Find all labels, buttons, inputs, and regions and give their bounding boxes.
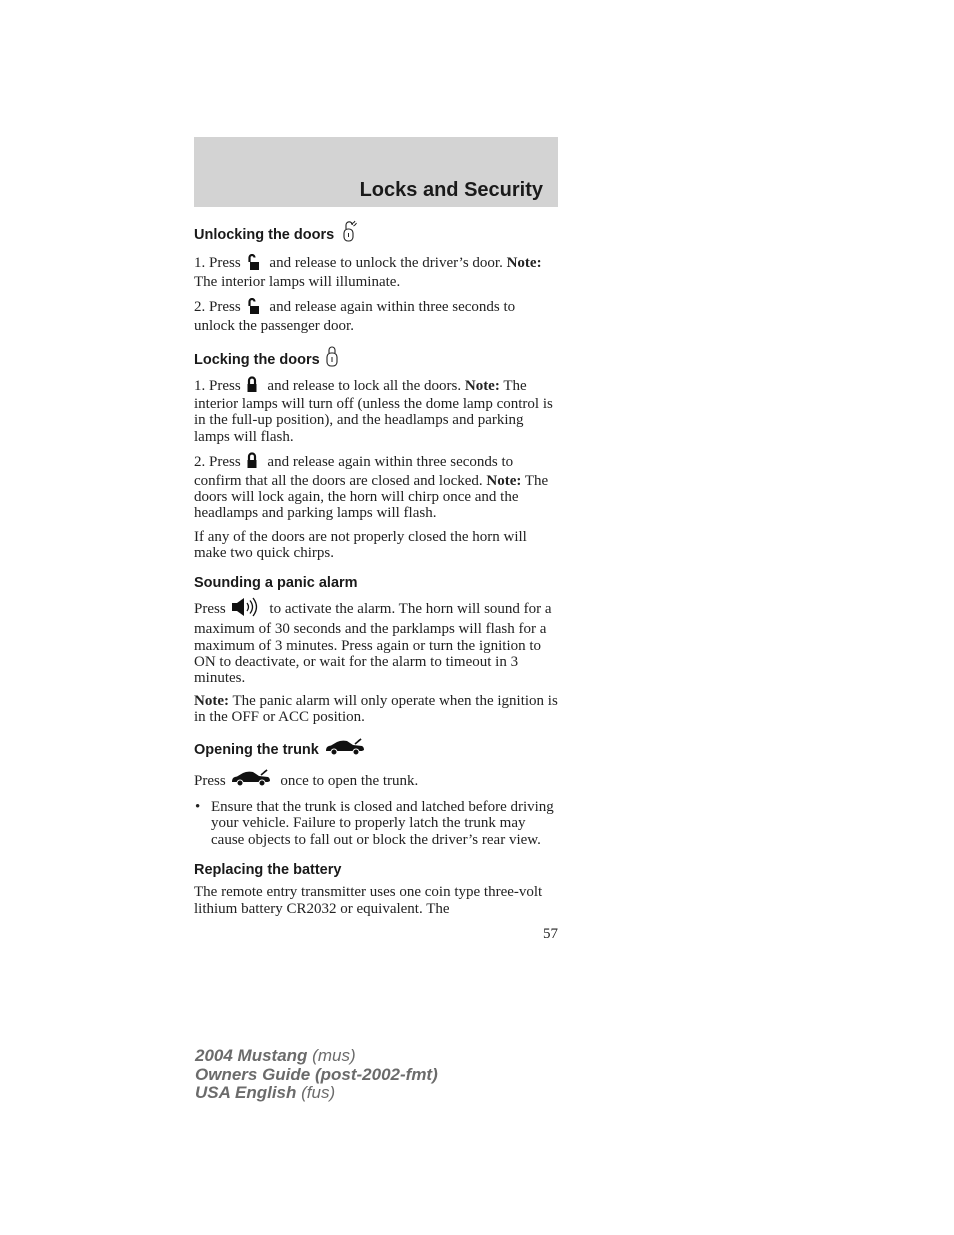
text: and release again within three seconds to confirm that all the doors are closed and locked. <box>194 454 514 489</box>
text: Ensure that the trunk is closed and latched before driving your vehicle. Failure to properly latch the trunk may cause objects to fall out or block the driver’s rear view. <box>211 798 554 848</box>
remote-lock-icon <box>325 345 339 373</box>
note-label: Note: <box>194 692 229 709</box>
text: and release again within three seconds to unlock the passenger door. <box>194 298 516 335</box>
panic-horn-icon <box>231 597 259 621</box>
heading-panic: Sounding a panic alarm <box>194 574 358 591</box>
paragraph-lock-1 <box>194 376 558 446</box>
note-label: Note: <box>464 377 500 394</box>
lock-button-icon <box>246 452 258 472</box>
footer-line-3 <box>195 1084 438 1103</box>
unlock-button-icon <box>246 298 260 318</box>
bullet-item <box>194 799 558 848</box>
text: to activate the alarm. The horn will sound for a maximum of 30 seconds and the parklamps will flash for a maximum of 3 minutes. Press again or turn the ignition to ON to deactivate, or wait for the alarm to timeout in 3 minutes. <box>194 600 552 687</box>
footer-line-2 <box>195 1066 438 1085</box>
text: Press <box>194 600 226 617</box>
remote-unlock-icon <box>340 220 358 248</box>
text: once to open the trunk. <box>280 772 419 789</box>
footer-model: 2004 Mustang <box>195 1046 308 1065</box>
paragraph-unlock-2 <box>194 298 558 335</box>
text: 2. Press <box>194 454 241 471</box>
text: The interior lamps will turn off (unless the dome lamp control is in the full-up position), and the headlamps and parking lamps will flash. <box>194 377 553 445</box>
heading-locking-text: Locking the doors <box>194 351 320 368</box>
text: Press <box>194 772 226 789</box>
footer-guide: Owners Guide (post-2002-fmt) <box>195 1064 438 1084</box>
footer-model-code: (mus) <box>312 1046 356 1065</box>
page-number: 57 <box>543 926 558 942</box>
footer-language-code: (fus) <box>301 1083 336 1102</box>
paragraph-panic-note <box>194 693 558 726</box>
text: and release to lock all the doors. <box>267 377 462 394</box>
bullet-dot: • <box>195 798 201 815</box>
text: 2. Press <box>194 298 241 315</box>
trunk-car-icon <box>231 768 271 792</box>
paragraph-trunk-1 <box>194 768 558 792</box>
text: The doors will lock again, the horn will chirp once and the headlamps and parking lamps will flash. <box>194 472 549 522</box>
unlock-button-icon <box>246 254 260 274</box>
note-label: Note: <box>486 472 522 489</box>
paragraph-lock-3: If any of the doors are not properly closed the horn will make two quick chirps. <box>194 528 527 562</box>
section-title: Locks and Security <box>359 179 543 201</box>
footer-line-1 <box>195 1047 438 1066</box>
paragraph-lock-2 <box>194 452 558 522</box>
heading-battery: Replacing the battery <box>194 862 342 879</box>
text: 1. Press <box>194 377 241 394</box>
note-label: Note: <box>506 255 542 271</box>
page-content <box>194 220 558 917</box>
text: 1. Press <box>194 255 241 271</box>
lock-button-icon <box>246 376 258 396</box>
text: The interior lamps will illuminate. <box>194 274 401 291</box>
section-header-band <box>194 137 558 207</box>
text: The panic alarm will only operate when the ignition is in the OFF or ACC position. <box>194 692 558 726</box>
heading-trunk-text: Opening the trunk <box>194 741 319 758</box>
paragraph-unlock-1 <box>194 254 558 291</box>
text: and release to unlock the driver’s door. <box>269 255 503 271</box>
paragraph-battery-1: The remote entry transmitter uses one coin type three-volt lithium battery CR2032 or equivalent. The <box>194 884 543 917</box>
footer-language: USA English <box>195 1083 297 1102</box>
heading-locking <box>194 345 558 373</box>
footer <box>195 1047 438 1103</box>
paragraph-panic-1 <box>194 597 558 687</box>
heading-unlocking-text: Unlocking the doors <box>194 227 335 243</box>
heading-unlocking <box>194 220 558 248</box>
heading-trunk <box>194 737 558 763</box>
trunk-car-icon <box>325 737 365 763</box>
